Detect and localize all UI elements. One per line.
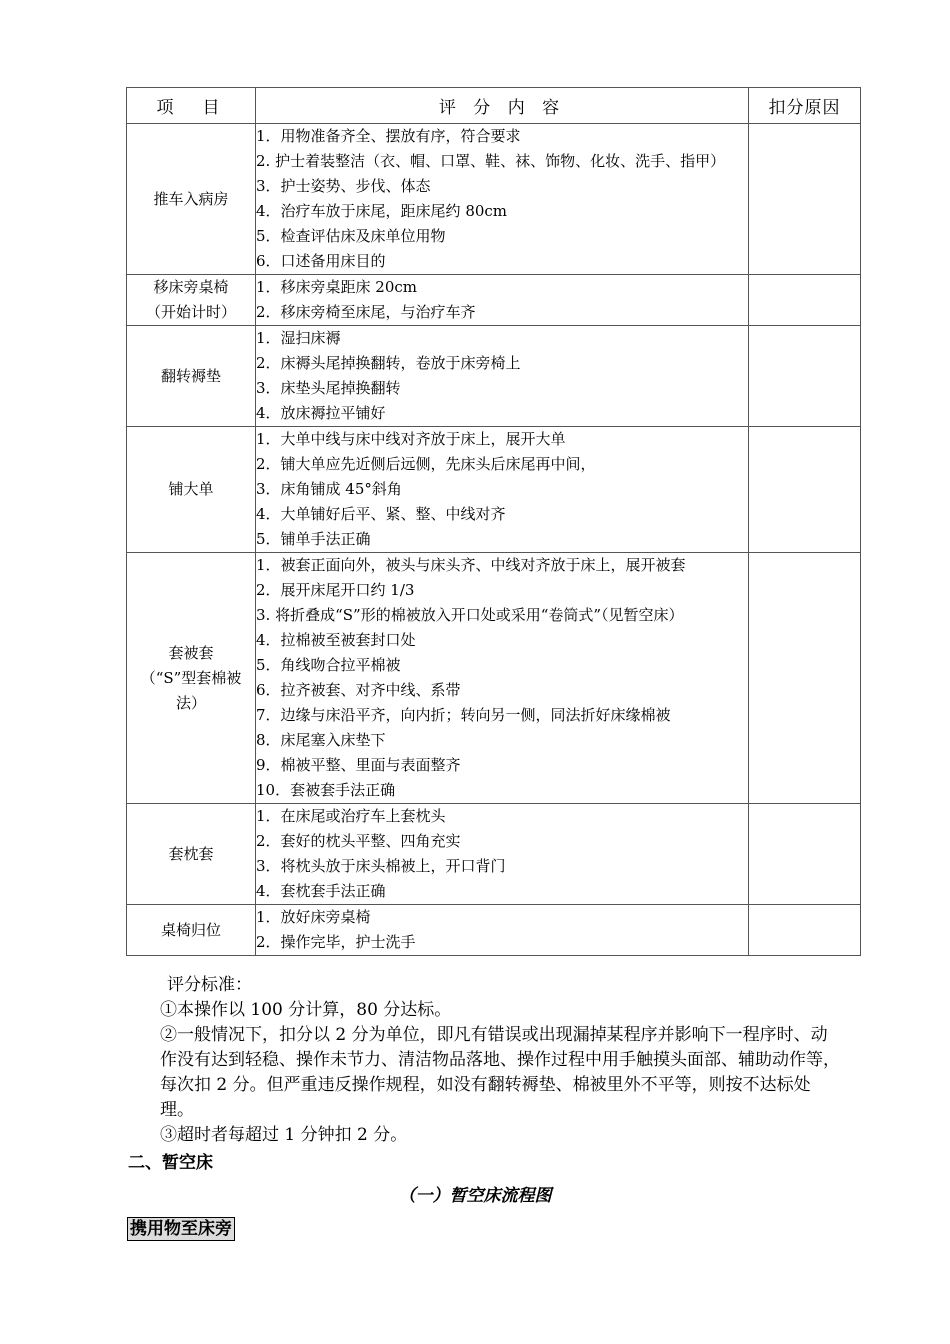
row-reason-cell — [749, 326, 861, 427]
row-content-cell — [256, 427, 749, 553]
row-reason-cell — [749, 275, 861, 326]
content-line: 5．角线吻合拉平棉被 — [256, 656, 401, 674]
content-line: 6．口述备用床目的 — [256, 252, 386, 270]
content-line: 5．检查评估床及床单位用物 — [256, 227, 446, 245]
content-line: 3．床垫头尾掉换翻转 — [256, 379, 401, 397]
content-line: 2．套好的枕头平整、四角充实 — [256, 832, 461, 850]
row-item-label: （开始计时） — [145, 303, 236, 321]
table-body — [127, 124, 861, 956]
content-line: 2．床褥头尾掉换翻转，卷放于床旁椅上 — [256, 354, 521, 372]
content-line: 1．在床尾或治疗车上套枕头 — [256, 807, 446, 825]
row-reason-cell — [749, 124, 861, 275]
row-item-cell — [127, 275, 256, 326]
notes-title: 评分标准： — [167, 975, 252, 995]
row-item-label: 套被套 — [168, 643, 214, 662]
content-line: 1．放好床旁桌椅 — [256, 908, 371, 926]
content-line: 7．边缘与床沿平齐，向内折；转向另一侧，同法折好床缘棉被 — [256, 706, 671, 724]
header-reason: 扣分原因 — [749, 88, 861, 124]
content-line: 4．拉棉被至被套封口处 — [256, 631, 416, 649]
scoring-notes — [160, 973, 840, 1148]
content-line: 3. 将折叠成“S”形的棉被放入开口处或采用“卷筒式”（见暂空床） — [256, 606, 684, 624]
row-content-cell — [256, 553, 749, 804]
content-line: 1．被套正面向外，被头与床头齐、中线对齐放于床上，展开被套 — [256, 556, 686, 574]
content-line: 2．移床旁椅至床尾，与治疗车齐 — [256, 303, 476, 321]
table-row — [127, 553, 861, 804]
content-line: 4．放床褥拉平铺好 — [256, 404, 386, 422]
notes-item-2: ②一般情况下，扣分以 2 分为单位，即凡有错误或出现漏掉某程序并影响下一程序时、动作没有达到轻稳、操作未节力、清洁物品落地、操作过程中用手触摸头面部、辅助动作等，每次扣 2 分。但严重违反操作规程，如没有翻转褥垫、棉被里外不平等，则按不达标处理。 — [160, 1025, 840, 1120]
row-item-label: 套枕套 — [168, 844, 214, 863]
content-line: 3．护士姿势、步伐、体态 — [256, 177, 431, 195]
content-line: 2. 护士着装整洁（衣、帽、口罩、鞋、袜、饰物、化妆、洗手、指甲） — [256, 152, 726, 170]
table-row — [127, 427, 861, 553]
row-reason-cell — [749, 905, 861, 956]
row-content-cell — [256, 124, 749, 275]
row-content-cell — [256, 275, 749, 326]
row-item-cell — [127, 427, 256, 553]
row-item-cell — [127, 804, 256, 905]
table-row — [127, 124, 861, 275]
content-line: 3．床角铺成 45°斜角 — [256, 480, 402, 498]
content-line: 2．操作完毕，护士洗手 — [256, 933, 416, 951]
row-item-label: 移床旁桌椅 — [153, 278, 229, 296]
content-line: 10．套被套手法正确 — [256, 781, 396, 799]
table-row — [127, 804, 861, 905]
row-item-label: 法） — [175, 693, 206, 712]
row-item-cell — [127, 553, 256, 804]
content-line: 4．套枕套手法正确 — [256, 882, 386, 900]
header-content: 评 分 内 容 — [256, 88, 749, 124]
content-line: 1．用物准备齐全、摆放有序，符合要求 — [256, 127, 521, 145]
content-line: 4．大单铺好后平、紧、整、中线对齐 — [256, 505, 506, 523]
content-line: 9．棉被平整、里面与表面整齐 — [256, 756, 461, 774]
content-line: 2．展开床尾开口约 1/3 — [256, 581, 415, 599]
section-heading: 二、暂空床 — [128, 1153, 213, 1173]
content-line: 1．大单中线与床中线对齐放于床上，展开大单 — [256, 430, 566, 448]
notes-item-1: ①本操作以 100 分计算，80 分达标。 — [160, 1000, 452, 1020]
table-row — [127, 905, 861, 956]
row-reason-cell — [749, 804, 861, 905]
content-line: 8．床尾塞入床垫下 — [256, 731, 386, 749]
content-line: 1．湿扫床褥 — [256, 329, 341, 347]
row-item-cell — [127, 326, 256, 427]
content-line: 4．治疗车放于床尾，距床尾约 80cm — [256, 202, 508, 220]
sub-heading: （一）暂空床流程图 — [398, 1186, 552, 1206]
table-row — [127, 326, 861, 427]
row-item-cell — [127, 905, 256, 956]
row-item-label: （“S”型套棉被 — [140, 668, 242, 687]
scoring-table — [126, 87, 861, 956]
content-line: 1．移床旁桌距床 20cm — [256, 278, 418, 296]
table-row — [127, 275, 861, 326]
row-reason-cell — [749, 553, 861, 804]
row-item-label: 翻转褥垫 — [160, 366, 221, 385]
row-reason-cell — [749, 427, 861, 553]
content-line: 6．拉齐被套、对齐中线、系带 — [256, 681, 461, 699]
row-item-label: 推车入病房 — [153, 189, 229, 208]
notes-item-3: ③超时者每超过 1 分钟扣 2 分。 — [160, 1125, 408, 1145]
table-header-row — [127, 88, 861, 124]
row-item-cell — [127, 124, 256, 275]
row-content-cell — [256, 905, 749, 956]
content-line: 5．铺单手法正确 — [256, 530, 371, 548]
flow-chart-box: 携用物至床旁 — [127, 1217, 235, 1241]
row-item-label: 铺大单 — [168, 480, 214, 498]
row-content-cell — [256, 326, 749, 427]
content-line: 3．将枕头放于床头棉被上，开口背门 — [256, 857, 506, 875]
header-item: 项 目 — [127, 88, 256, 124]
content-line: 2．铺大单应先近侧后远侧，先床头后床尾再中间， — [256, 455, 596, 473]
row-item-label: 桌椅归位 — [160, 920, 221, 939]
row-content-cell — [256, 804, 749, 905]
